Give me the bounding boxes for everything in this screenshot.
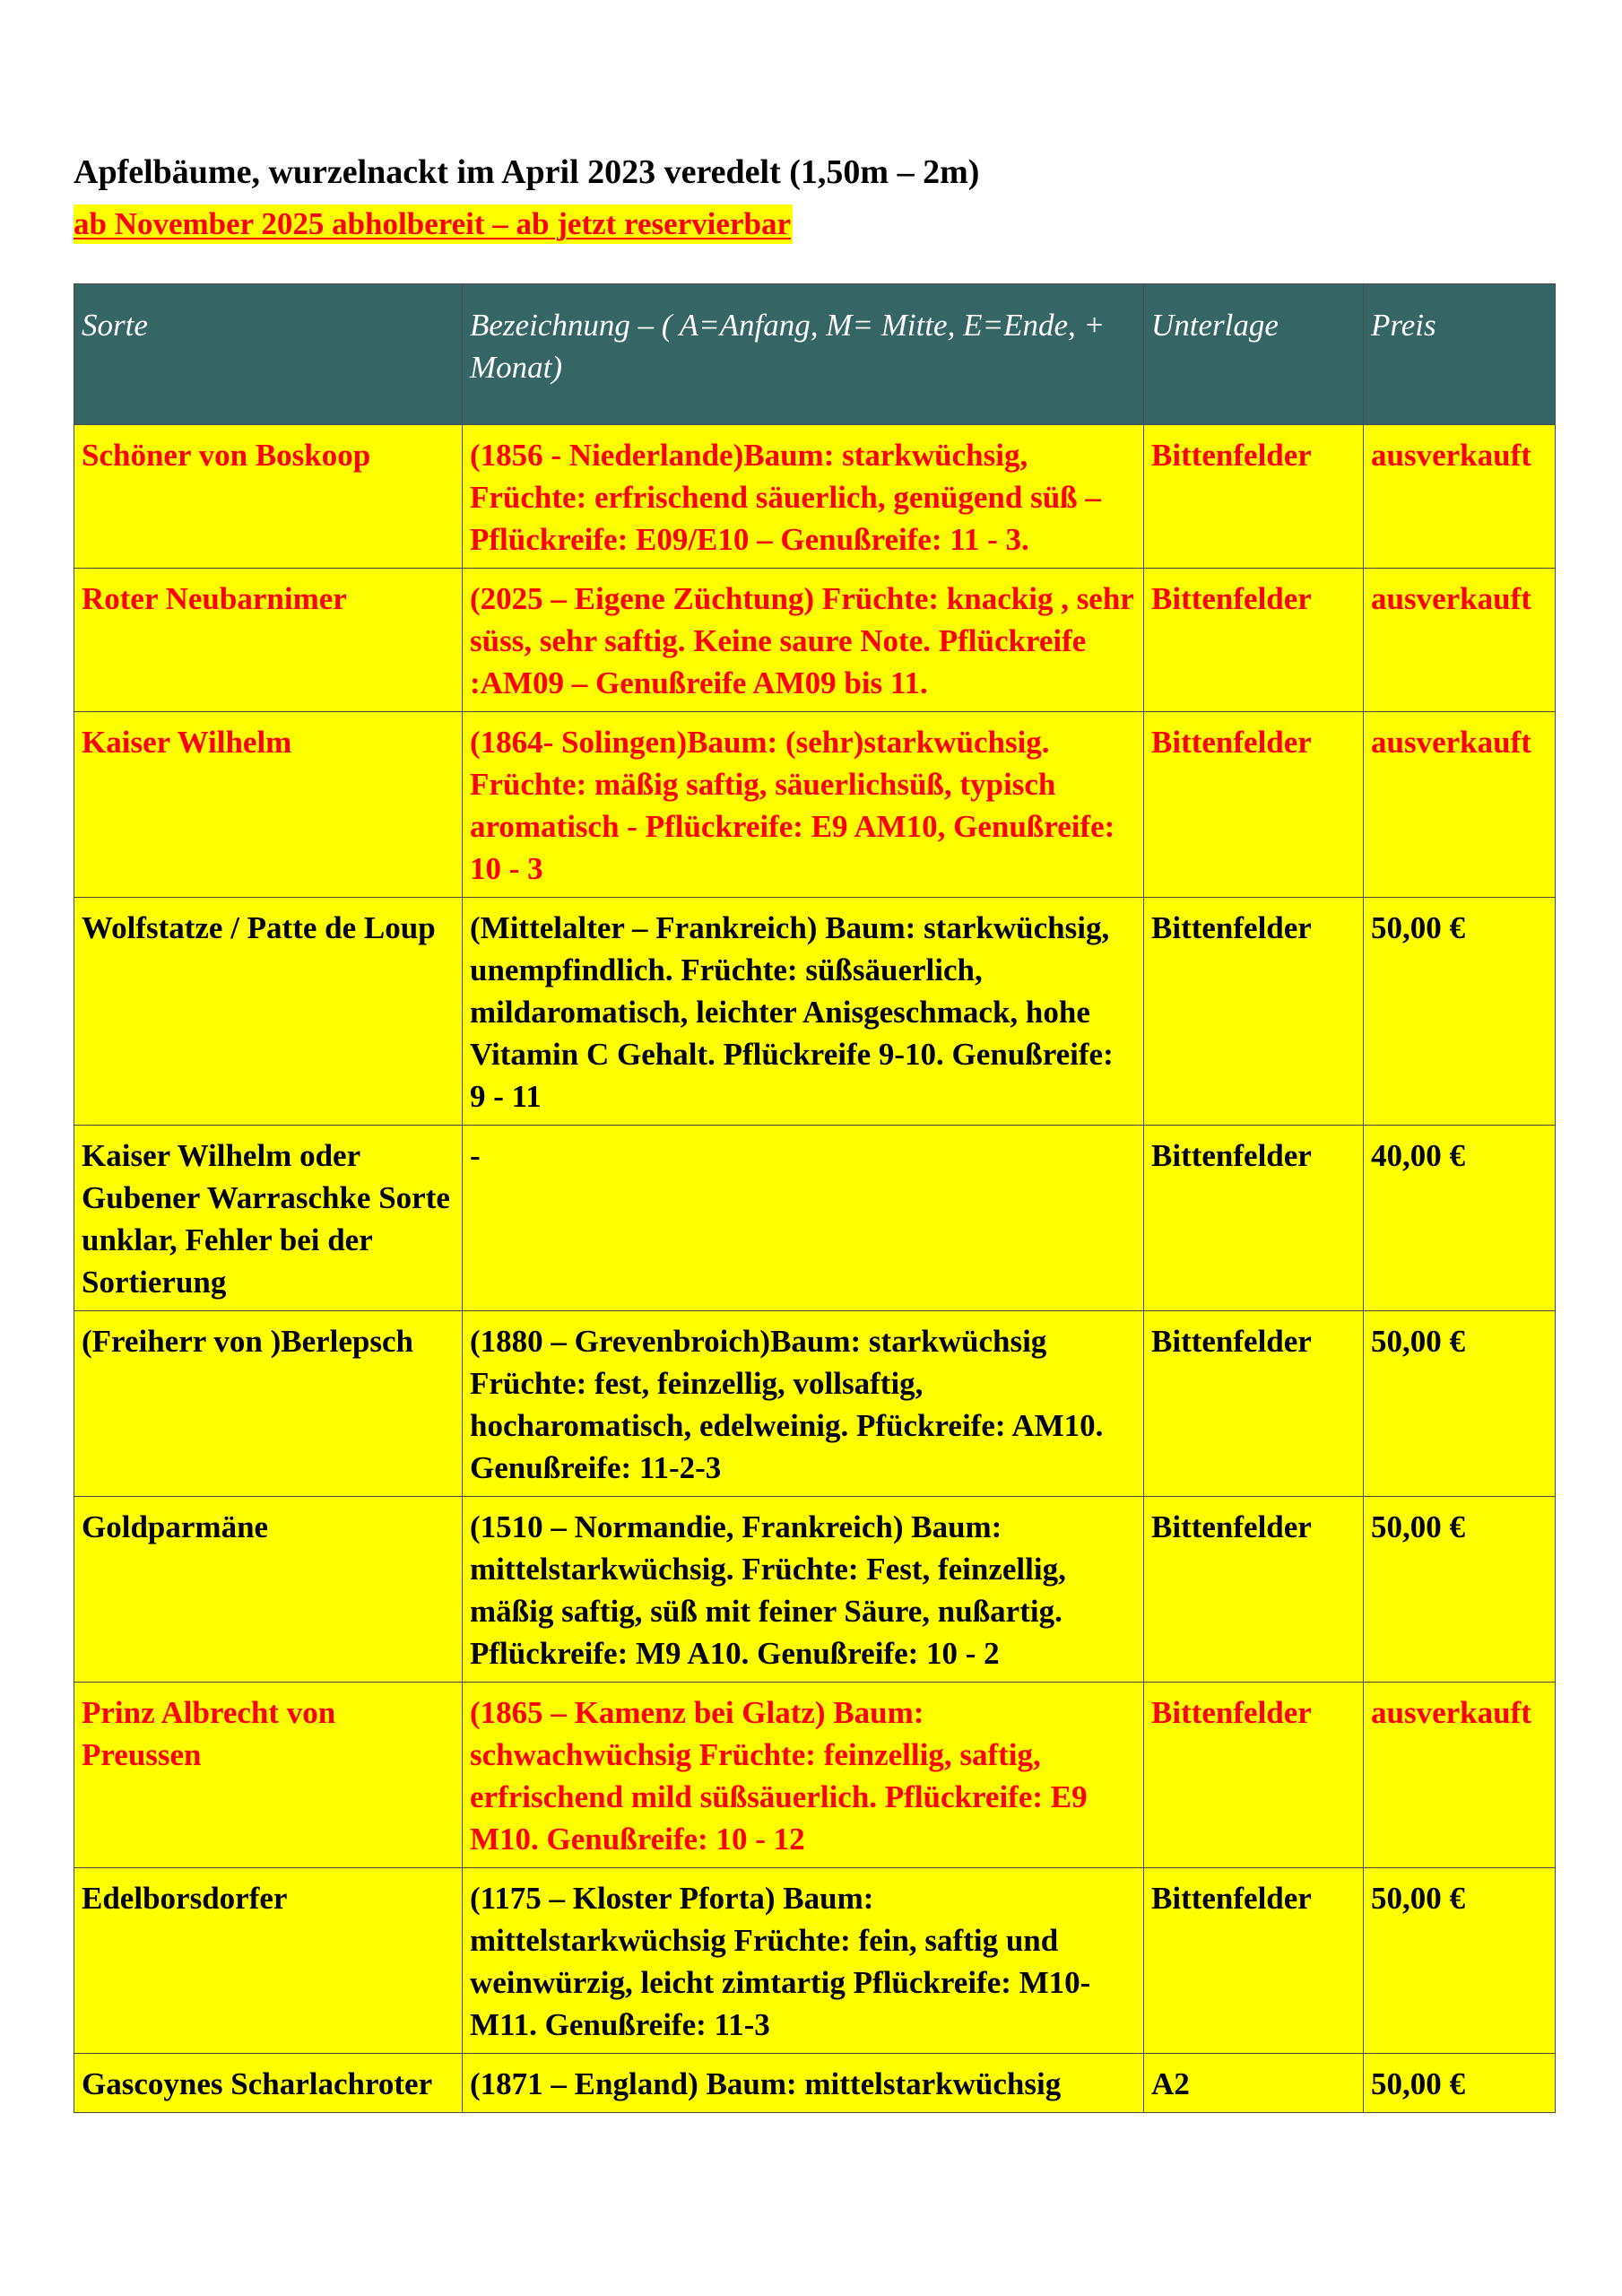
cell-sorte: Wolfstatze / Patte de Loup bbox=[74, 898, 463, 1126]
cell-preis: 50,00 € bbox=[1364, 1311, 1556, 1497]
cell-bezeichnung: (1865 – Kamenz bei Glatz) Baum: schwachwüchsig Früchte: feinzellig, saftig, erfrischend mild süßsäuerlich. Pflückreife: E9 M10. Genußreife: 10 - 12 bbox=[463, 1683, 1144, 1868]
header-bezeichnung: Bezeichnung – ( A=Anfang, M= Mitte, E=Ende, + Monat) bbox=[463, 284, 1144, 425]
cell-unterlage: Bittenfelder bbox=[1144, 1126, 1364, 1311]
cell-sorte: (Freiherr von )Berlepsch bbox=[74, 1311, 463, 1497]
cell-sorte: Gascoynes Scharlachroter bbox=[74, 2054, 463, 2113]
table-row bbox=[74, 712, 1556, 898]
cell-bezeichnung: (Mittelalter – Frankreich) Baum: starkwüchsig, unempfindlich. Früchte: süßsäuerlich, mildaromatisch, leichter Anisgeschmack, hohe Vitamin C Gehalt. Pflückreife 9-10. Genußreife: 9 - 11 bbox=[463, 898, 1144, 1126]
table-row bbox=[74, 425, 1556, 569]
table-row bbox=[74, 1126, 1556, 1311]
cell-bezeichnung: (1871 – England) Baum: mittelstarkwüchsig bbox=[463, 2054, 1144, 2113]
cell-sorte: Kaiser Wilhelm bbox=[74, 712, 463, 898]
cell-sorte: Edelborsdorfer bbox=[74, 1868, 463, 2054]
cell-sorte: Roter Neubarnimer bbox=[74, 569, 463, 712]
cell-sorte: Goldparmäne bbox=[74, 1497, 463, 1683]
cell-unterlage: Bittenfelder bbox=[1144, 1868, 1364, 2054]
cell-sorte: Kaiser Wilhelm oder Gubener Warraschke Sorte unklar, Fehler bei der Sortierung bbox=[74, 1126, 463, 1311]
table-row bbox=[74, 2054, 1556, 2113]
cell-preis: 50,00 € bbox=[1364, 1497, 1556, 1683]
cell-unterlage: Bittenfelder bbox=[1144, 425, 1364, 569]
header-preis: Preis bbox=[1364, 284, 1556, 425]
cell-sorte: Prinz Albrecht von Preussen bbox=[74, 1683, 463, 1868]
cell-preis: ausverkauft bbox=[1364, 712, 1556, 898]
cell-preis: ausverkauft bbox=[1364, 569, 1556, 712]
cell-preis: 40,00 € bbox=[1364, 1126, 1556, 1311]
cell-preis: 50,00 € bbox=[1364, 1868, 1556, 2054]
cell-preis: ausverkauft bbox=[1364, 425, 1556, 569]
table-header-row bbox=[74, 284, 1556, 425]
cell-bezeichnung: (1175 – Kloster Pforta) Baum: mittelstarkwüchsig Früchte: fein, saftig und weinwürzig, leicht zimtartig Pflückreife: M10-M11. Genußreife: 11-3 bbox=[463, 1868, 1144, 2054]
cell-unterlage: Bittenfelder bbox=[1144, 1683, 1364, 1868]
cell-sorte: Schöner von Boskoop bbox=[74, 425, 463, 569]
table-row bbox=[74, 898, 1556, 1126]
cell-bezeichnung: (2025 – Eigene Züchtung) Früchte: knackig , sehr süss, sehr saftig. Keine saure Note. Pflückreife :AM09 – Genußreife AM09 bis 11. bbox=[463, 569, 1144, 712]
cell-unterlage: Bittenfelder bbox=[1144, 712, 1364, 898]
cell-unterlage: Bittenfelder bbox=[1144, 898, 1364, 1126]
cell-bezeichnung: (1880 – Grevenbroich)Baum: starkwüchsig Früchte: fest, feinzellig, vollsaftig, hocharomatisch, edelweinig. Pfückreife: AM10. Genußreife: 11-2-3 bbox=[463, 1311, 1144, 1497]
table-row bbox=[74, 1311, 1556, 1497]
cell-bezeichnung: (1864- Solingen)Baum: (sehr)starkwüchsig. Früchte: mäßig saftig, säuerlichsüß, typisch aromatisch - Pflückreife: E9 AM10, Genußreife: 10 - 3 bbox=[463, 712, 1144, 898]
cell-preis: ausverkauft bbox=[1364, 1683, 1556, 1868]
cell-bezeichnung: (1856 - Niederlande)Baum: starkwüchsig, Früchte: erfrischend säuerlich, genügend süß – Pflückreife: E09/E10 – Genußreife: 11 - 3. bbox=[463, 425, 1144, 569]
table-row bbox=[74, 569, 1556, 712]
cell-bezeichnung: - bbox=[463, 1126, 1144, 1311]
cell-unterlage: A2 bbox=[1144, 2054, 1364, 2113]
table-row bbox=[74, 1497, 1556, 1683]
apple-tree-price-table bbox=[74, 283, 1556, 2113]
cell-unterlage: Bittenfelder bbox=[1144, 569, 1364, 712]
cell-bezeichnung: (1510 – Normandie, Frankreich) Baum: mittelstarkwüchsig. Früchte: Fest, feinzellig, mäßig saftig, süß mit feiner Säure, nußartig. Pflückreife: M9 A10. Genußreife: 10 - 2 bbox=[463, 1497, 1144, 1683]
table-row bbox=[74, 1868, 1556, 2054]
page-subtitle: ab November 2025 abholbereit – ab jetzt reservierbar bbox=[74, 204, 793, 244]
table-row bbox=[74, 1683, 1556, 1868]
header-sorte: Sorte bbox=[74, 284, 463, 425]
cell-unterlage: Bittenfelder bbox=[1144, 1497, 1364, 1683]
header-unterlage: Unterlage bbox=[1144, 284, 1364, 425]
page-title: Apfelbäume, wurzelnackt im April 2023 veredelt (1,50m – 2m) bbox=[74, 153, 980, 191]
cell-unterlage: Bittenfelder bbox=[1144, 1311, 1364, 1497]
cell-preis: 50,00 € bbox=[1364, 2054, 1556, 2113]
cell-preis: 50,00 € bbox=[1364, 898, 1556, 1126]
